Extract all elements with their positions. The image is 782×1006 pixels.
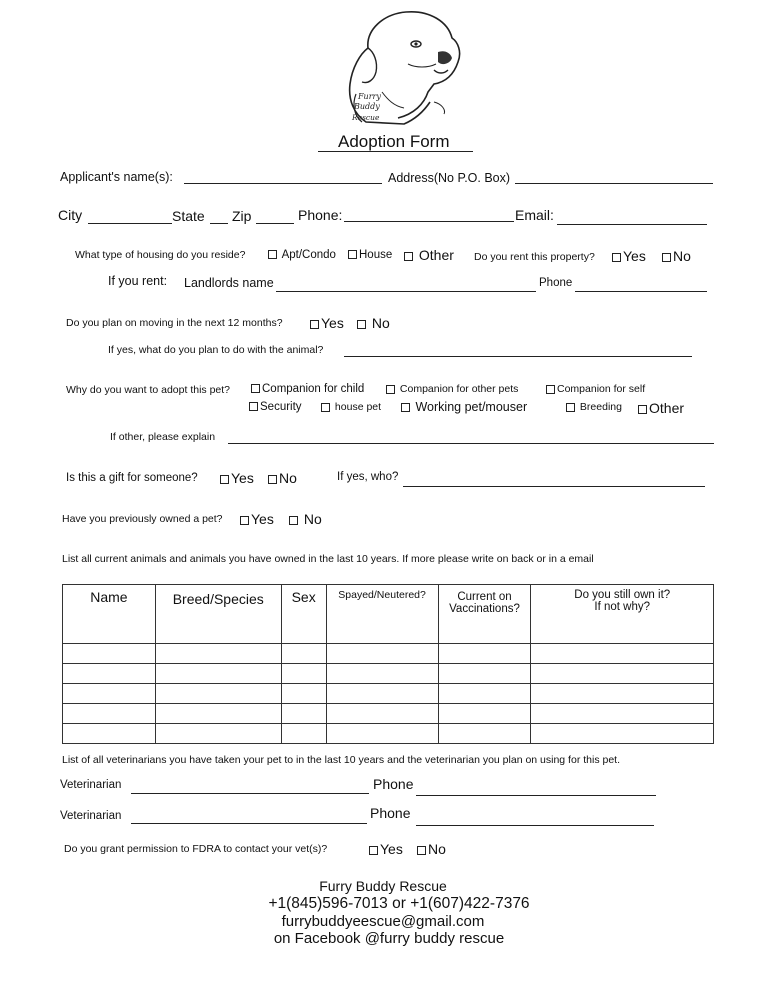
- vet-phone-label-2: Phone: [370, 805, 411, 821]
- rent-yes[interactable]: Yes: [612, 248, 646, 264]
- why-breeding[interactable]: Breeding: [566, 401, 622, 413]
- table-row[interactable]: [63, 664, 714, 684]
- rent-no[interactable]: No: [662, 248, 691, 264]
- checkbox-icon[interactable]: [321, 403, 330, 412]
- col-spayed: Spayed/Neutered?: [326, 585, 438, 644]
- checkbox-icon[interactable]: [369, 846, 378, 855]
- checkbox-icon[interactable]: [662, 253, 671, 262]
- checkbox-icon[interactable]: [386, 385, 395, 394]
- why-companion-self[interactable]: Companion for self: [546, 383, 645, 395]
- animals-instruction: List all current animals and animals you have owned in the last 10 years. If more please write on back or in a email: [62, 553, 594, 565]
- table-row[interactable]: [63, 724, 714, 744]
- landlord-phone-label: Phone: [539, 277, 573, 289]
- checkbox-icon[interactable]: [401, 403, 410, 412]
- owned-no[interactable]: No: [289, 511, 322, 527]
- phone-field[interactable]: [344, 221, 514, 222]
- checkbox-icon[interactable]: [268, 475, 277, 484]
- gift-yes[interactable]: Yes: [220, 470, 254, 486]
- title-underline: [318, 151, 473, 152]
- col-sex: Sex: [281, 585, 326, 644]
- checkbox-icon[interactable]: [638, 405, 647, 414]
- gift-who-field[interactable]: [403, 486, 705, 487]
- why-house-pet[interactable]: house pet: [321, 401, 381, 413]
- footer-phones: +1(845)596-7013 or +1(607)422-7376: [268, 895, 530, 912]
- why-companion-child[interactable]: Companion for child: [251, 383, 364, 395]
- why-question: Why do you want to adopt this pet?: [66, 384, 231, 396]
- gift-no[interactable]: No: [268, 470, 297, 486]
- logo-text-2: Buddy: [354, 102, 380, 111]
- checkbox-icon[interactable]: [310, 320, 319, 329]
- state-label: State: [172, 208, 205, 224]
- city-field[interactable]: [88, 223, 172, 224]
- if-rent-label: If you rent:: [108, 274, 168, 288]
- col-name: Name: [63, 585, 156, 644]
- checkbox-icon[interactable]: [289, 516, 298, 525]
- checkbox-icon[interactable]: [220, 475, 229, 484]
- checkbox-icon[interactable]: [249, 402, 258, 411]
- permission-yes[interactable]: Yes: [369, 841, 403, 857]
- logo-text-3: Rescue: [352, 113, 380, 122]
- vet-phone-field-1[interactable]: [416, 795, 656, 796]
- footer-email: furrybuddyeescue@gmail.com: [281, 913, 485, 930]
- housing-option-apt[interactable]: Apt/Condo: [268, 249, 336, 261]
- checkbox-icon[interactable]: [546, 385, 555, 394]
- vet-field-1[interactable]: [131, 793, 369, 794]
- animals-table: [62, 584, 714, 744]
- dog-logo: [338, 8, 468, 132]
- moving-yes[interactable]: Yes: [310, 315, 344, 331]
- state-field[interactable]: [210, 223, 228, 224]
- owned-question: Have you previously owned a pet?: [62, 513, 223, 525]
- permission-no[interactable]: No: [417, 841, 446, 857]
- table-header-row: [63, 585, 714, 644]
- gift-question: Is this a gift for someone?: [66, 472, 198, 484]
- address-label: Address(No P.O. Box): [388, 171, 511, 185]
- checkbox-icon[interactable]: [417, 846, 426, 855]
- phone-label: Phone:: [298, 207, 343, 223]
- vet-phone-label-1: Phone: [373, 776, 414, 792]
- rent-question: Do you rent this property?: [474, 251, 595, 263]
- table-row[interactable]: [63, 644, 714, 664]
- vet-phone-field-2[interactable]: [416, 825, 654, 826]
- moving-followup: If yes, what do you plan to do with the animal?: [108, 344, 324, 356]
- table-row[interactable]: [63, 704, 714, 724]
- why-working[interactable]: Working pet/mouser: [401, 400, 527, 414]
- permission-question: Do you grant permission to FDRA to contact your vet(s)?: [64, 843, 328, 855]
- checkbox-icon[interactable]: [251, 384, 260, 393]
- moving-followup-field[interactable]: [344, 356, 692, 357]
- address-field[interactable]: [515, 183, 713, 184]
- zip-field[interactable]: [256, 223, 294, 224]
- checkbox-icon[interactable]: [566, 403, 575, 412]
- col-still-own: Do you still own it? If not why?: [531, 585, 714, 644]
- landlord-phone-field[interactable]: [575, 291, 707, 292]
- why-other[interactable]: Other: [638, 400, 684, 416]
- housing-question: What type of housing do you reside?: [75, 249, 246, 261]
- applicant-label: Applicant's name(s):: [60, 170, 173, 184]
- vet-label-1: Veterinarian: [60, 779, 122, 791]
- why-explain-field[interactable]: [228, 443, 714, 444]
- checkbox-icon[interactable]: [404, 252, 413, 261]
- applicant-field[interactable]: [184, 183, 382, 184]
- footer-org: Furry Buddy Rescue: [319, 878, 447, 894]
- why-companion-other[interactable]: Companion for other pets: [386, 383, 518, 395]
- col-vaccinations: Current on Vaccinations?: [438, 585, 531, 644]
- why-security[interactable]: Security: [249, 401, 302, 413]
- why-explain-label: If other, please explain: [110, 431, 216, 443]
- housing-option-other[interactable]: Other: [404, 247, 454, 263]
- landlord-label: Landlords name: [184, 276, 274, 290]
- gift-who-label: If yes, who?: [337, 471, 399, 483]
- email-label: Email:: [515, 207, 554, 223]
- checkbox-icon[interactable]: [357, 320, 366, 329]
- owned-yes[interactable]: Yes: [240, 511, 274, 527]
- checkbox-icon[interactable]: [348, 250, 357, 259]
- email-field[interactable]: [557, 224, 707, 225]
- checkbox-icon[interactable]: [612, 253, 621, 262]
- page-title: Adoption Form: [338, 132, 450, 151]
- moving-question: Do you plan on moving in the next 12 months?: [66, 317, 283, 329]
- city-label: City: [58, 207, 83, 223]
- moving-no[interactable]: No: [357, 315, 390, 331]
- vet-label-2: Veterinarian: [60, 810, 122, 822]
- col-breed: Breed/Species: [155, 585, 281, 644]
- checkbox-icon[interactable]: [268, 250, 277, 259]
- footer-facebook: on Facebook @furry buddy rescue: [273, 930, 505, 947]
- vet-field-2[interactable]: [131, 823, 367, 824]
- table-row[interactable]: [63, 684, 714, 704]
- vet-instruction: List of all veterinarians you have taken your pet to in the last 10 years and the veterinarian you plan on using for this pet.: [62, 754, 621, 766]
- landlord-field[interactable]: [276, 291, 536, 292]
- housing-option-house[interactable]: House: [348, 249, 392, 261]
- checkbox-icon[interactable]: [240, 516, 249, 525]
- zip-label: Zip: [232, 208, 252, 224]
- logo-text-1: Furry: [358, 92, 381, 101]
